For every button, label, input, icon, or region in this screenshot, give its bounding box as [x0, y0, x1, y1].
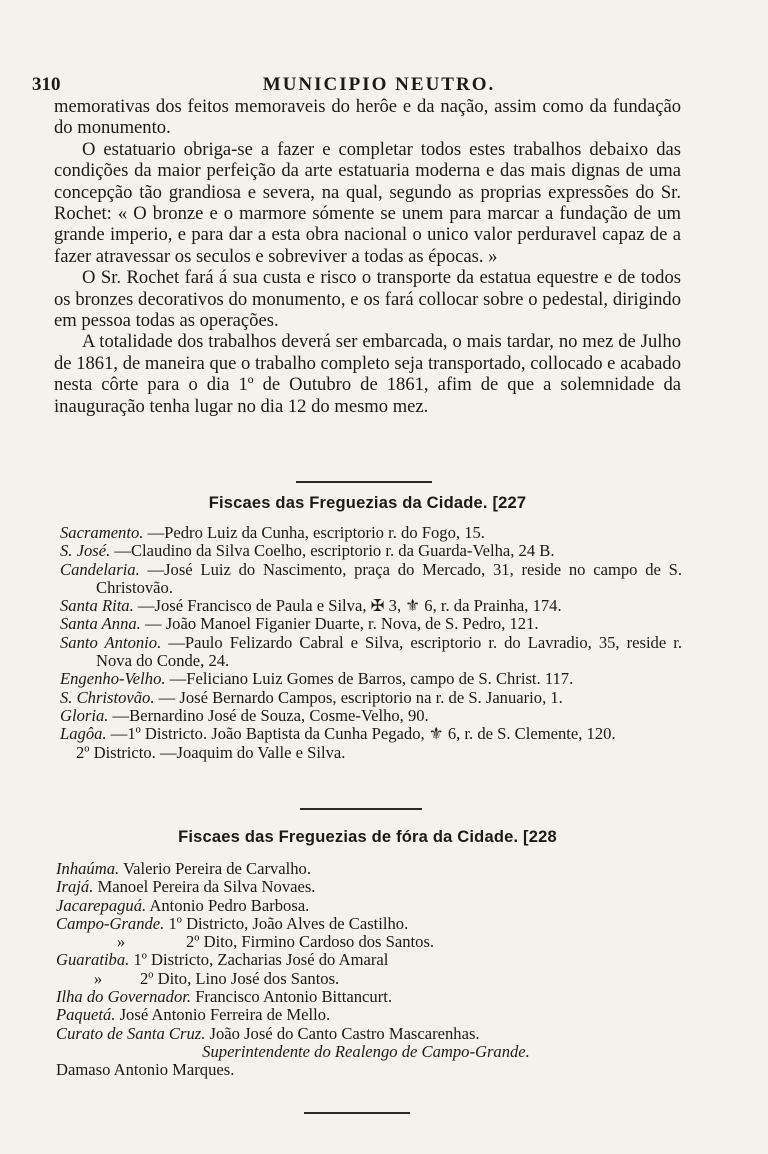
ditto-mark: » [116, 932, 126, 952]
fiscal-details: —Bernardino José de Souza, Cosme-Velho, 90. [108, 705, 429, 725]
freguezia-name: Santa Rita. [60, 596, 134, 616]
list-item [56, 878, 616, 896]
list-item [56, 860, 616, 878]
freguezia-name: Sacramento. [60, 523, 144, 542]
fiscal-details: Manoel Pereira da Silva Novaes. [93, 877, 316, 897]
list-item [60, 707, 682, 725]
list-item [56, 933, 616, 951]
fiscaes-fora-list [56, 860, 616, 1080]
freguezia-name: Inhaúma. [56, 859, 120, 878]
fiscal-details: Valerio Pereira de Carvalho. [119, 859, 311, 878]
section-title-cidade: Fiscaes das Freguezias da Cidade. [227 [208, 494, 527, 512]
list-item [60, 561, 682, 598]
superintendent-heading: Superintendente do Realengo de Campo-Grande. [202, 1041, 530, 1061]
freguezia-name: Ilha do Governador. [56, 987, 192, 1007]
page-header [30, 74, 728, 98]
list-item [60, 524, 682, 542]
fiscal-details: Antonio Pedro Barbosa. [146, 895, 310, 915]
fiscal-details: —Paulo Felizardo Cabral e Silva, escriptorio r. do Lavradio, 35, reside r. Nova do Conde, 24. [96, 632, 683, 671]
fiscal-details: —Claudino da Silva Coelho, escriptorio r. da Guarda-Velha, 24 B. [110, 541, 555, 561]
fiscal-details: 2º Dito, Lino José dos Santos. [140, 968, 340, 988]
list-item [56, 988, 616, 1006]
list-item [60, 689, 682, 707]
freguezia-name: S. José. [60, 541, 111, 561]
section-divider [300, 808, 422, 810]
paragraph-totalidade: A totalidade dos trabalhos deverá ser embarcada, o mais tardar, no mez de Julho de 1861, de maneira que o trabalho completo seja transportado, collocado e acabado nesta côrte para o dia 1º de Outubro de 1861, afim de que a solemnidade da inauguração tenha lugar no dia 12 do mesmo mez. [54, 331, 681, 417]
running-title: MUNICIPIO NEUTRO. [262, 74, 496, 95]
freguezia-name: Campo-Grande. [56, 913, 165, 933]
section-divider [296, 481, 432, 483]
fiscal-details: —Pedro Luiz da Cunha, escriptorio r. do Fogo, 15. [143, 523, 485, 542]
list-item [60, 670, 682, 688]
fiscal-details: 2º Dito, Firmino Cardoso dos Santos. [186, 932, 435, 952]
section-divider [304, 1112, 410, 1114]
fiscal-details: —José Luiz do Nascimento, praça do Mercado, 31, reside no campo de S. Christovão. [96, 559, 682, 597]
freguezia-name: Irajá. [56, 877, 94, 897]
freguezia-name: Curato de Santa Cruz. [56, 1023, 206, 1043]
list-item: 2º Districto. —Joaquim do Valle e Silva. [76, 742, 346, 762]
ditto-mark: » [93, 968, 103, 988]
list-item [60, 634, 682, 671]
fiscal-details: —Feliciano Luiz Gomes de Barros, campo de S. Christ. 117. [165, 669, 574, 689]
freguezia-name: Engenho-Velho. [60, 669, 166, 689]
freguezia-name: Gloria. [60, 705, 109, 725]
list-item [56, 1006, 616, 1024]
fiscal-details: João José do Canto Castro Mascarenhas. [205, 1023, 480, 1043]
paragraph-continuation: memorativas dos feitos memoraveis do herôe e da nação, assim como da fundação do monumento. [54, 96, 681, 139]
fiscal-details: 1º Districto, Zacharias José do Amaral [129, 950, 389, 970]
freguezia-name: S. Christovão. [60, 687, 155, 707]
freguezia-name: Lagôa. [60, 724, 107, 744]
list-item [56, 951, 616, 969]
freguezia-name: Santo Antonio. [60, 632, 162, 652]
list-item [60, 597, 682, 615]
fiscaes-cidade-list [60, 524, 682, 762]
list-item: Damaso Antonio Marques. [56, 1060, 235, 1080]
fiscal-details: — José Bernardo Campos, escriptorio na r. de S. Januario, 1. [154, 687, 563, 707]
fiscal-details: Francisco Antonio Bittancurt. [191, 987, 392, 1007]
body-text [54, 96, 681, 417]
list-item [56, 970, 616, 988]
list-item [56, 915, 616, 933]
page-number: 310 [32, 74, 61, 95]
list-item [60, 615, 682, 633]
fiscal-details: —José Francisco de Paula e Silva, ✠ 3, ⚜ 6, r. da Prainha, 174. [133, 596, 562, 616]
fiscal-details: — João Manoel Figanier Duarte, r. Nova, de S. Pedro, 121. [140, 614, 539, 634]
freguezia-name: Guaratiba. [56, 950, 130, 970]
freguezia-name: Jacarepaguá. [56, 895, 147, 915]
fiscal-details: 1º Districto, João Alves de Castilho. [164, 913, 409, 933]
fiscal-details: —1º Districto. João Baptista da Cunha Pegado, ⚜ 6, r. de S. Clemente, 120. [106, 724, 616, 744]
paragraph-estatuario: O estatuario obriga-se a fazer e completar todos estes trabalhos debaixo das condições da maior perfeição da arte estatuaria moderna e das mais dignas de uma concepção tão grandiosa e severa, na qual, segundo as proprias expressões do Sr. Rochet: « O bronze e o marmore sómente se unem para marcar a fundação de um grande imperio, e para dar a esta obra nacional o unico valor perduravel capaz de a fazer atravessar os seculos e sobreviver a todas as épocas. » [54, 138, 681, 267]
freguezia-name: Santa Anna. [60, 614, 141, 634]
section-title-fora: Fiscaes das Freguezias de fóra da Cidade. [228 [178, 828, 557, 846]
paragraph-transporte: O Sr. Rochet fará á sua custa e risco o transporte da estatua equestre e de todos os bronzes decorativos do monumento, e os fará collocar sobre o pedestal, dirigindo em pessoa todas as operações. [54, 267, 681, 332]
fiscal-details: José Antonio Ferreira de Mello. [115, 1005, 331, 1025]
list-item [56, 1025, 616, 1043]
freguezia-name: Paquetá. [56, 1005, 116, 1025]
freguezia-name: Candelaria. [60, 559, 140, 579]
list-item [60, 725, 682, 743]
list-item [60, 542, 682, 560]
list-item [56, 897, 616, 915]
